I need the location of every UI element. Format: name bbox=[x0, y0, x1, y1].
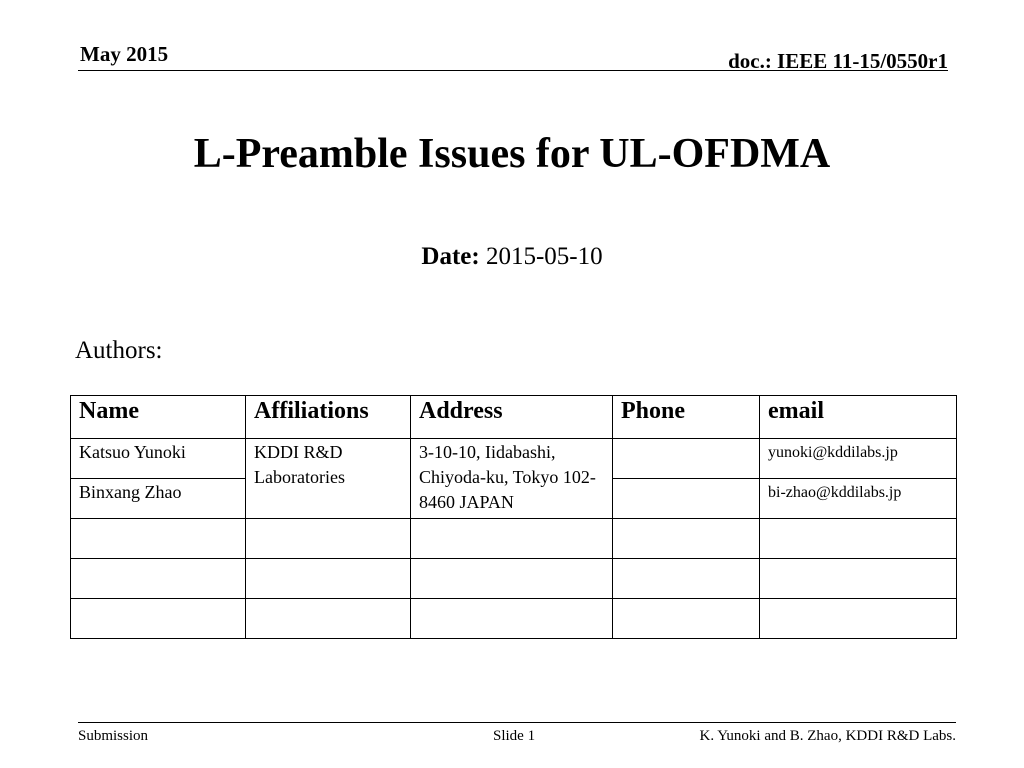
empty-cell bbox=[411, 599, 613, 639]
empty-cell bbox=[613, 559, 760, 599]
empty-cell bbox=[411, 519, 613, 559]
column-header-address: Address bbox=[411, 396, 613, 439]
header-divider bbox=[78, 70, 948, 71]
column-header-affiliations: Affiliations bbox=[246, 396, 411, 439]
author-phone-cell bbox=[613, 479, 760, 519]
author-address-cell: 3-10-10, Iidabashi, Chiyoda-ku, Tokyo 102-8460 JAPAN bbox=[411, 439, 613, 519]
empty-cell bbox=[760, 559, 957, 599]
empty-cell bbox=[760, 599, 957, 639]
footer-authors: K. Yunoki and B. Zhao, KDDI R&D Labs. bbox=[699, 728, 956, 744]
footer-submission: Submission bbox=[78, 728, 149, 744]
column-header-phone: Phone bbox=[613, 396, 760, 439]
empty-cell bbox=[246, 599, 411, 639]
authors-label: Authors: bbox=[75, 337, 163, 364]
empty-cell bbox=[246, 519, 411, 559]
table-row-empty bbox=[71, 599, 957, 639]
author-email-cell: yunoki@kddilabs.jp bbox=[760, 439, 957, 479]
empty-cell bbox=[71, 599, 246, 639]
empty-cell bbox=[613, 519, 760, 559]
author-phone-cell bbox=[613, 439, 760, 479]
empty-cell bbox=[411, 559, 613, 599]
author-name-cell: Binxang Zhao bbox=[71, 479, 246, 519]
empty-cell bbox=[760, 519, 957, 559]
author-email-cell: bi-zhao@kddilabs.jp bbox=[760, 479, 957, 519]
header-doc-id: doc.: IEEE 11-15/0550r1 bbox=[728, 49, 948, 73]
footer-slide-number: Slide 1 bbox=[493, 728, 536, 744]
authors-table bbox=[70, 395, 957, 639]
author-name-cell: Katsuo Yunoki bbox=[71, 439, 246, 479]
slide-title: L-Preamble Issues for UL-OFDMA bbox=[193, 131, 831, 177]
table-row-empty bbox=[71, 519, 957, 559]
header-date: May 2015 bbox=[80, 42, 169, 66]
date-value: 2015-05-10 bbox=[485, 243, 603, 270]
table-row bbox=[71, 439, 957, 479]
footer-divider bbox=[78, 722, 956, 723]
author-affiliation-cell: KDDI R&D Laboratories bbox=[246, 439, 411, 519]
date-label: Date: bbox=[421, 243, 480, 270]
empty-cell bbox=[246, 559, 411, 599]
column-header-email: email bbox=[760, 396, 957, 439]
date-line bbox=[0, 243, 1024, 271]
empty-cell bbox=[71, 519, 246, 559]
table-header-row bbox=[71, 396, 957, 439]
table-row-empty bbox=[71, 559, 957, 599]
column-header-name: Name bbox=[71, 396, 246, 439]
empty-cell bbox=[613, 599, 760, 639]
empty-cell bbox=[71, 559, 246, 599]
